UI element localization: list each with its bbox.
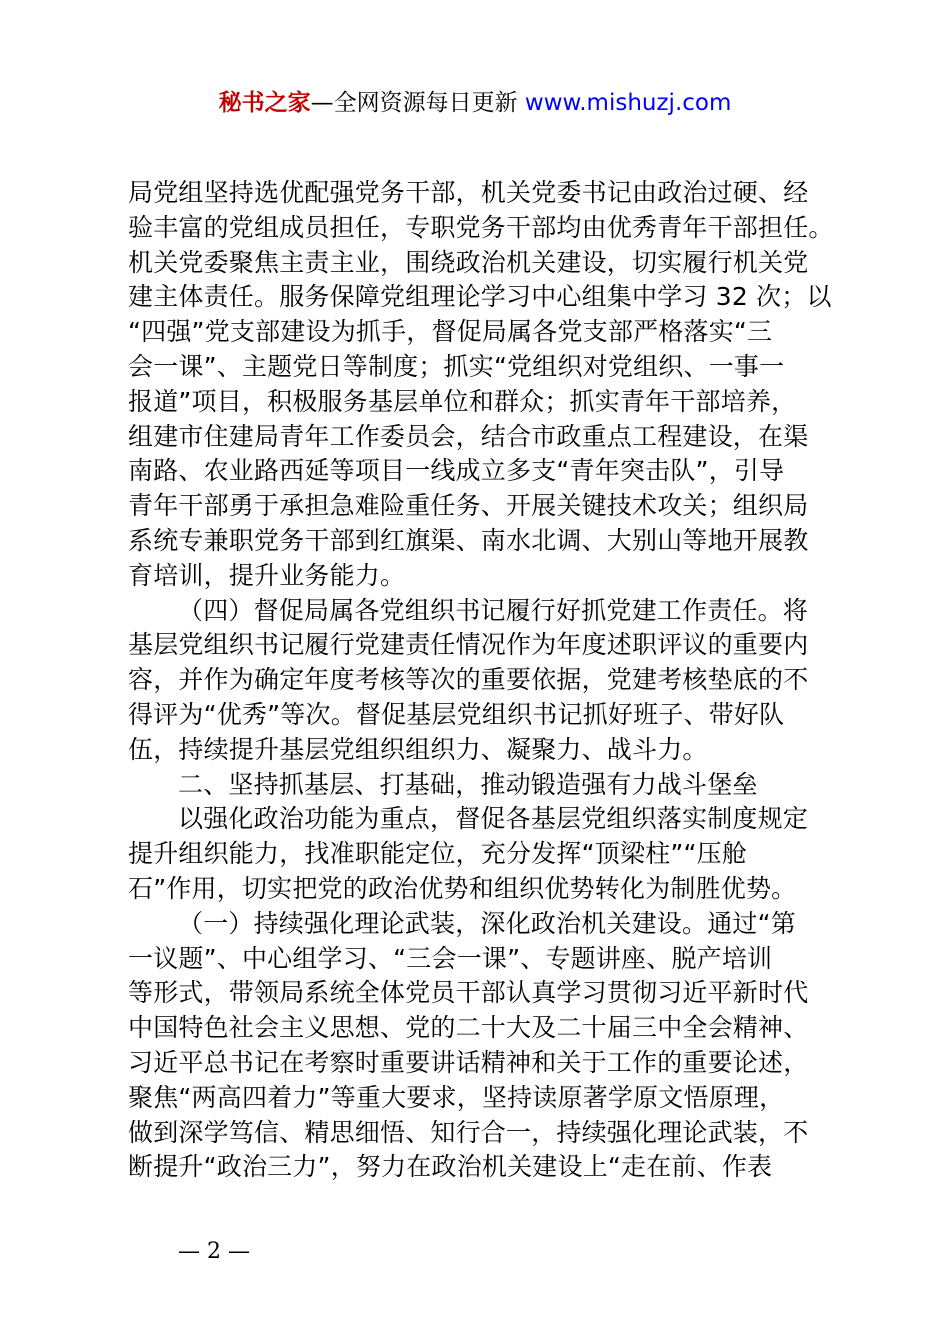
body-line: 建主体责任。服务保障党组理论学习中心组集中学习 32 次；以 (128, 282, 832, 312)
body-line: 聚焦“两高四着力”等重大要求，坚持读原著学原文悟原理， (128, 1082, 785, 1112)
body-line: 做到深学笃信、精思细悟、知行合一，持续强化理论武装，不 (128, 1117, 809, 1147)
body-line: 等形式，带领局系统全体党员干部认真学习贯彻习近平新时代 (128, 978, 809, 1008)
chapter-heading-2: 二、坚持抓基层、打基础，推动锻造强有力战斗堡垒 (178, 769, 758, 799)
body-line: “四强”党支部建设为抓手，督促局属各党支部严格落实“三 (128, 317, 773, 347)
body-line: 南路、农业路西延等项目一线成立多支“青年突击队”，引导 (128, 456, 785, 486)
document-body (128, 176, 838, 1185)
section-heading-4: （四）督促局属各党组织书记履行好抓党建工作责任。将 (178, 595, 809, 625)
header-slogan: 全网资源每日更新 (333, 90, 525, 116)
body-line: 容，并作为确定年度考核等次的重要依据，党建考核垫底的不 (128, 665, 809, 695)
body-line: 一议题”、中心组学习、“三会一课”、专题讲座、脱产培训 (128, 943, 773, 973)
body-line: 断提升“政治三力”，努力在政治机关建设上“走在前、作表 (128, 1152, 773, 1182)
body-line: 伍，持续提升基层党组织组织力、凝聚力、战斗力。 (128, 734, 708, 764)
page-number: — 2 — (178, 1239, 250, 1264)
body-line: 验丰富的党组成员担任，专职党务干部均由优秀青年干部担任。 (128, 212, 834, 242)
body-line: 中国特色社会主义思想、党的二十大及二十届三中全会精神、 (128, 1013, 809, 1043)
body-line: 提升组织能力，找准职能定位，充分发挥“顶梁柱”“压舱 (128, 839, 748, 869)
body-line: 青年干部勇于承担急难险重任务、开展关键技术攻关；组织局 (128, 491, 809, 521)
brand-name: 秘书之家 (218, 90, 311, 116)
section-heading-1: （一）持续强化理论武装，深化政治机关建设。通过“第 (178, 908, 796, 938)
body-line: 局党组坚持选优配强党务干部，机关党委书记由政治过硬、经 (128, 178, 809, 207)
body-line: 机关党委聚焦主责主业，围绕政治机关建设，切实履行机关党 (128, 247, 809, 277)
body-line: 系统专兼职党务干部到红旗渠、南水北调、大别山等地开展教 (128, 525, 809, 555)
body-line: 得评为“优秀”等次。督促基层党组织书记抓好班子、带好队 (128, 699, 785, 729)
body-line: 会一课”、主题党日等制度；抓实“党组织对党组织、一事一 (128, 351, 785, 381)
body-line: 习近平总书记在考察时重要讲话精神和关于工作的重要论述， (128, 1047, 809, 1077)
body-line: 基层党组织书记履行党建责任情况作为年度述职评议的重要内 (128, 630, 809, 660)
header-url-link[interactable]: www.mishuzj.com (524, 90, 732, 116)
body-line: 组建市住建局青年工作委员会，结合市政重点工程建设，在渠 (128, 421, 809, 451)
page-header (0, 86, 950, 120)
body-line: 石”作用，切实把党的政治优势和组织优势转化为制胜优势。 (128, 873, 797, 903)
body-line: 育培训，提升业务能力。 (128, 560, 406, 590)
header-separator: — (310, 90, 334, 116)
body-line: 以强化政治功能为重点，督促各基层党组织落实制度规定 (178, 804, 809, 834)
body-line: 报道”项目，积极服务基层单位和群众；抓实青年干部培养， (128, 386, 797, 416)
